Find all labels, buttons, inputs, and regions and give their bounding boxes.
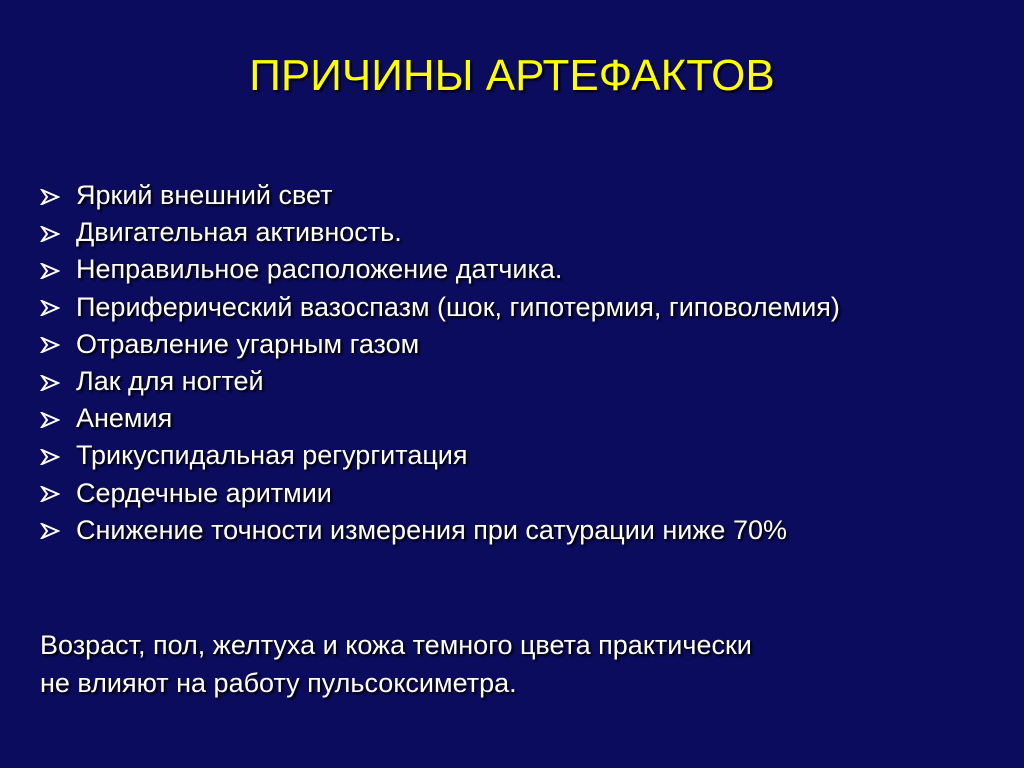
list-item-text: Трикуспидальная регургитация	[76, 440, 468, 471]
list-item	[40, 326, 840, 363]
arrow-bullet-icon	[40, 218, 76, 248]
slide-title: ПРИЧИНЫ АРТЕФАКТОВ	[249, 51, 775, 100]
arrow-bullet-icon	[40, 367, 76, 397]
list-item-text: Снижение точности измерения при сатурации ниже 70%	[76, 514, 787, 545]
arrow-bullet-icon	[40, 515, 76, 545]
list-item-text: Лак для ногтей	[76, 366, 264, 397]
list-item	[40, 512, 840, 549]
arrow-bullet-icon	[40, 329, 76, 359]
footnote-line: Возраст, пол, желтуха и кожа темного цвета практически	[40, 630, 752, 660]
arrow-bullet-icon	[40, 441, 76, 471]
causes-list	[40, 177, 840, 549]
list-item	[40, 214, 840, 251]
list-item	[40, 400, 840, 437]
arrow-bullet-icon	[40, 292, 76, 322]
list-item-text: Неправильное расположение датчика.	[76, 254, 563, 285]
list-item	[40, 177, 840, 214]
list-item-text: Периферический вазоспазм (шок, гипотермия, гиповолемия)	[76, 291, 840, 322]
footnote-line: не влияют на работу пульсоксиметра.	[40, 668, 517, 698]
arrow-bullet-icon	[40, 181, 76, 211]
list-item-text: Анемия	[76, 403, 173, 434]
list-item	[40, 289, 840, 326]
footnote	[40, 626, 752, 702]
list-item-text: Отравление угарным газом	[76, 328, 420, 359]
list-item	[40, 363, 840, 400]
list-item-text: Двигательная активность.	[76, 217, 402, 248]
list-item-text: Сердечные аритмии	[76, 477, 332, 508]
arrow-bullet-icon	[40, 255, 76, 285]
list-item	[40, 475, 840, 512]
arrow-bullet-icon	[40, 404, 76, 434]
list-item	[40, 437, 840, 474]
list-item	[40, 251, 840, 288]
list-item-text: Яркий внешний свет	[76, 180, 333, 211]
arrow-bullet-icon	[40, 478, 76, 508]
